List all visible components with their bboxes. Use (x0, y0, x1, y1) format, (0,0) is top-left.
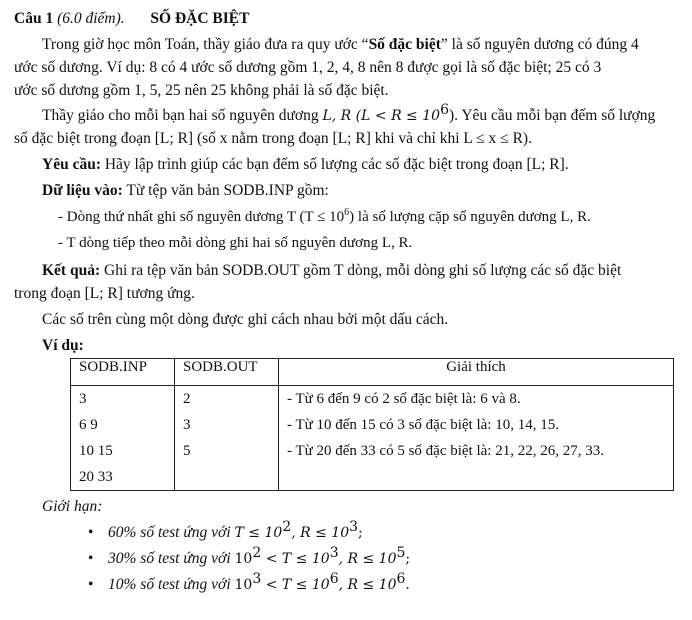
inp-line: 20 33 (79, 469, 113, 485)
intro-line-1 (42, 35, 678, 55)
limit-math: < T ≤ 10 (261, 551, 330, 567)
intro-text-a: Trong giờ học môn Toán, thầy giáo đưa ra quy ước “ (42, 36, 369, 53)
limit-end: . (405, 577, 410, 593)
requirement-label: Yêu cầu: (42, 156, 101, 173)
out-line: 2 (183, 391, 191, 407)
input-label: Dữ liệu vào: (42, 182, 123, 199)
problem-header (14, 9, 678, 29)
limit-math: , R ≤ 10 (338, 551, 397, 567)
input-text: Từ tệp văn bản SODB.INP gồm: (126, 182, 329, 199)
limit-pct: 30% số test ứng với (108, 550, 231, 567)
input-spec (42, 181, 678, 201)
output-text: Ghi ra tệp văn bản SODB.OUT gồm T dòng, mỗi dòng ghi số lượng các số đặc biệt (104, 262, 622, 279)
limit-end: ; (358, 525, 363, 541)
limit-exp: 6 (329, 571, 339, 587)
example-header-row (71, 359, 674, 386)
limit-pct: 10% số test ứng với (108, 576, 231, 593)
task-math: L, R (L < R ≤ 10 (322, 108, 441, 124)
intro-line-3: ước số dương gồm 1, 5, 25 nên 25 không phải là số đặc biệt. (14, 82, 389, 99)
bullet-icon: • (88, 524, 94, 541)
limit-exp: 3 (349, 519, 359, 535)
inp-cell (71, 386, 175, 491)
limit-item (88, 571, 410, 595)
inp-line: 3 (79, 391, 87, 407)
inp-line: 6 9 (79, 417, 98, 433)
problem-label: Câu 1 (14, 10, 54, 27)
explain-line: - Từ 6 đến 9 có 2 số đặc biệt là: 6 và 8. (287, 391, 521, 407)
output-line-1 (42, 261, 678, 281)
limit-exp: 2 (282, 519, 292, 535)
inp-line: 10 15 (79, 443, 113, 459)
input-item-1-a: - Dòng thứ nhất ghi số nguyên dương T (T ≤ 10 (58, 209, 345, 225)
intro-term: Số đặc biệt (368, 36, 441, 53)
header-inp: SODB.INP (71, 359, 175, 386)
task-exp: 6 (440, 102, 449, 118)
header-out: SODB.OUT (175, 359, 279, 386)
out-cell (175, 386, 279, 491)
limit-item (88, 519, 363, 543)
task-line-1 (42, 102, 678, 126)
limit-math: T ≤ 10 (234, 525, 283, 541)
limit-exp: 5 (396, 545, 406, 561)
limit-math: , R ≤ 10 (291, 525, 350, 541)
intro-line-2: ước số dương. Ví dụ: 8 có 4 ước số dương gồm 1, 2, 4, 8 nên 8 được gọi là số đặc biệt; 25 có 3 (14, 59, 602, 76)
limits-label: Giới hạn: (42, 498, 103, 515)
bullet-icon: • (88, 550, 94, 567)
example-body-row (71, 386, 674, 491)
task-text-b: ). Yêu cầu mỗi bạn đếm số lượng (448, 107, 656, 124)
problem-points: (6.0 điểm). (57, 10, 125, 27)
example-table (70, 358, 674, 491)
header-explain: Giải thích (279, 359, 674, 386)
input-item-1-b: ) là số lượng cặp số nguyên dương L, R. (349, 209, 591, 225)
requirement (42, 155, 678, 175)
limit-exp: 6 (396, 571, 406, 587)
limit-math: 10 (234, 577, 253, 593)
output-line-2: trong đoạn [L; R] tương ứng. (14, 285, 195, 302)
limit-math: 10 (234, 551, 253, 567)
input-item-2: - T dòng tiếp theo mỗi dòng ghi hai số nguyên dương L, R. (58, 235, 413, 251)
limit-pct: 60% số test ứng với (108, 524, 231, 541)
task-line-2: số đặc biệt trong đoạn [L; R] (số x nằm trong đoạn [L; R] khi và chỉ khi L ≤ x ≤ R). (14, 130, 532, 147)
out-line: 5 (183, 443, 191, 459)
limit-math: , R ≤ 10 (338, 577, 397, 593)
task-text-a: Thầy giáo cho mỗi bạn hai số nguyên dương (42, 107, 319, 124)
limit-exp: 2 (252, 545, 262, 561)
input-item-1 (58, 207, 678, 227)
requirement-text: Hãy lập trình giúp các bạn đếm số lượng các số đặc biệt trong đoạn [L; R]. (104, 156, 569, 173)
limit-exp: 3 (329, 545, 339, 561)
limit-end: ; (405, 551, 411, 567)
explain-line: - Từ 10 đến 15 có 3 số đặc biệt là: 10, 14, 15. (287, 417, 559, 433)
limit-math: < T ≤ 10 (261, 577, 330, 593)
example-label: Ví dụ: (42, 337, 84, 354)
bullet-icon: • (88, 576, 94, 593)
limit-item (88, 545, 411, 569)
problem-title: SỐ ĐẶC BIỆT (150, 10, 250, 27)
out-line: 3 (183, 417, 191, 433)
spacing-note: Các số trên cùng một dòng được ghi cách nhau bởi một dấu cách. (42, 311, 449, 328)
explain-line: - Từ 20 đến 33 có 5 số đặc biệt là: 21, 22, 26, 27, 33. (287, 443, 604, 459)
intro-text-b: ” là số nguyên dương có đúng 4 (440, 36, 639, 53)
output-label: Kết quả: (42, 262, 101, 279)
explain-cell (279, 386, 674, 491)
limit-exp: 3 (252, 571, 262, 587)
input-item-1-exp: 6 (344, 207, 350, 218)
